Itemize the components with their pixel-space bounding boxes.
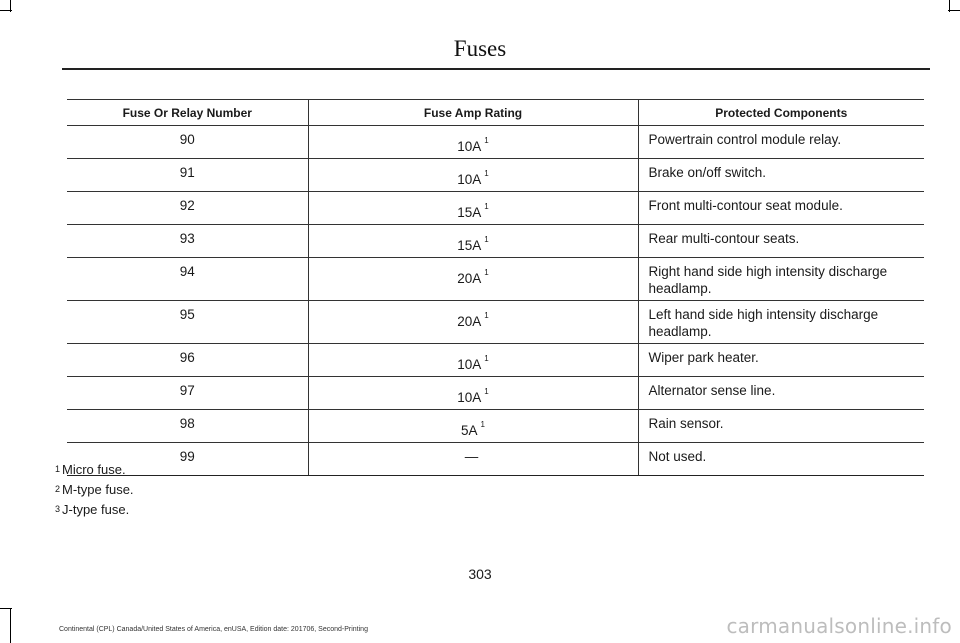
fuse-number-cell: 98 xyxy=(67,410,308,443)
fuse-number-cell: 90 xyxy=(67,126,308,159)
protected-component-cell: Powertrain control module relay. xyxy=(638,126,924,159)
table-row xyxy=(67,410,924,443)
amp-rating-cell: 10A $^1$ xyxy=(308,377,638,410)
table-row xyxy=(67,443,924,476)
footnote-item: $^1$ Micro fuse. xyxy=(55,462,126,477)
protected-component-cell: Alternator sense line. xyxy=(638,377,924,410)
amp-rating-cell: 15A $^1$ xyxy=(308,225,638,258)
table-row xyxy=(67,344,924,377)
table-row xyxy=(67,377,924,410)
footnotes xyxy=(55,462,134,522)
fuse-number-cell: 92 xyxy=(67,192,308,225)
footnote-item: $^3$ J-type fuse. xyxy=(55,502,130,517)
footnote-ref: 1 xyxy=(484,387,489,396)
header-fuse-number: Fuse Or Relay Number xyxy=(67,100,308,126)
fuse-number-cell: 95 xyxy=(67,301,308,344)
table-row xyxy=(67,225,924,258)
footnote-ref: 1 xyxy=(484,235,489,244)
amp-rating-cell: 10A $^1$ xyxy=(308,344,638,377)
fuse-number-cell: 91 xyxy=(67,159,308,192)
crop-mark-top-right-v xyxy=(949,0,950,12)
edition-footer: Continental (CPL) Canada/United States of America, enUSA, Edition date: 201706, Second-Printing xyxy=(59,626,368,633)
page-number: 303 xyxy=(468,566,492,582)
table-row xyxy=(67,301,924,344)
fuse-number-cell: 96 xyxy=(67,344,308,377)
table-header-row xyxy=(67,100,924,126)
table-row xyxy=(67,159,924,192)
protected-component-cell: Right hand side high intensity discharge headlamp. xyxy=(638,258,924,301)
footnote-ref: 1 xyxy=(484,136,489,145)
amp-rating-cell: 5A $^1$ xyxy=(308,410,638,443)
page-title: Fuses xyxy=(453,36,507,61)
amp-rating-cell: 10A $^1$ xyxy=(308,126,638,159)
amp-rating-cell: 20A $^1$ xyxy=(308,258,638,301)
protected-component-cell: Brake on/off switch. xyxy=(638,159,924,192)
protected-component-cell: Left hand side high intensity discharge headlamp. xyxy=(638,301,924,344)
fuse-number-cell: 94 xyxy=(67,258,308,301)
amp-rating-cell: 20A $^1$ xyxy=(308,301,638,344)
footnote-ref: 1 xyxy=(484,311,489,320)
amp-rating-cell: — xyxy=(308,443,638,476)
title-divider xyxy=(62,68,930,70)
footnote-item: $^2$ M-type fuse. xyxy=(55,482,134,497)
amp-rating-cell: 15A $^1$ xyxy=(308,192,638,225)
fuse-number-cell: 97 xyxy=(67,377,308,410)
header-protected-components: Protected Components xyxy=(638,100,924,126)
fuse-number-cell: 99 xyxy=(67,443,308,476)
table-row xyxy=(67,126,924,159)
protected-component-cell: Rear multi-contour seats. xyxy=(638,225,924,258)
table-row xyxy=(67,258,924,301)
footnote-ref: 1 xyxy=(484,268,489,277)
protected-component-cell: Front multi-contour seat module. xyxy=(638,192,924,225)
fuse-table xyxy=(67,99,924,476)
protected-component-cell: Not used. xyxy=(638,443,924,476)
footnote-ref: 1 xyxy=(484,169,489,178)
protected-component-cell: Wiper park heater. xyxy=(638,344,924,377)
table-row xyxy=(67,192,924,225)
crop-mark-bottom-left-v xyxy=(10,608,11,643)
footnote-ref: 1 xyxy=(480,420,485,429)
header-amp-rating: Fuse Amp Rating xyxy=(308,100,638,126)
crop-mark-top-left-v xyxy=(10,0,11,12)
watermark: carmanualsonline.info xyxy=(726,614,952,638)
amp-rating-cell: 10A $^1$ xyxy=(308,159,638,192)
footnote-ref: 1 xyxy=(484,354,489,363)
protected-component-cell: Rain sensor. xyxy=(638,410,924,443)
footnote-ref: 1 xyxy=(484,202,489,211)
fuse-number-cell: 93 xyxy=(67,225,308,258)
